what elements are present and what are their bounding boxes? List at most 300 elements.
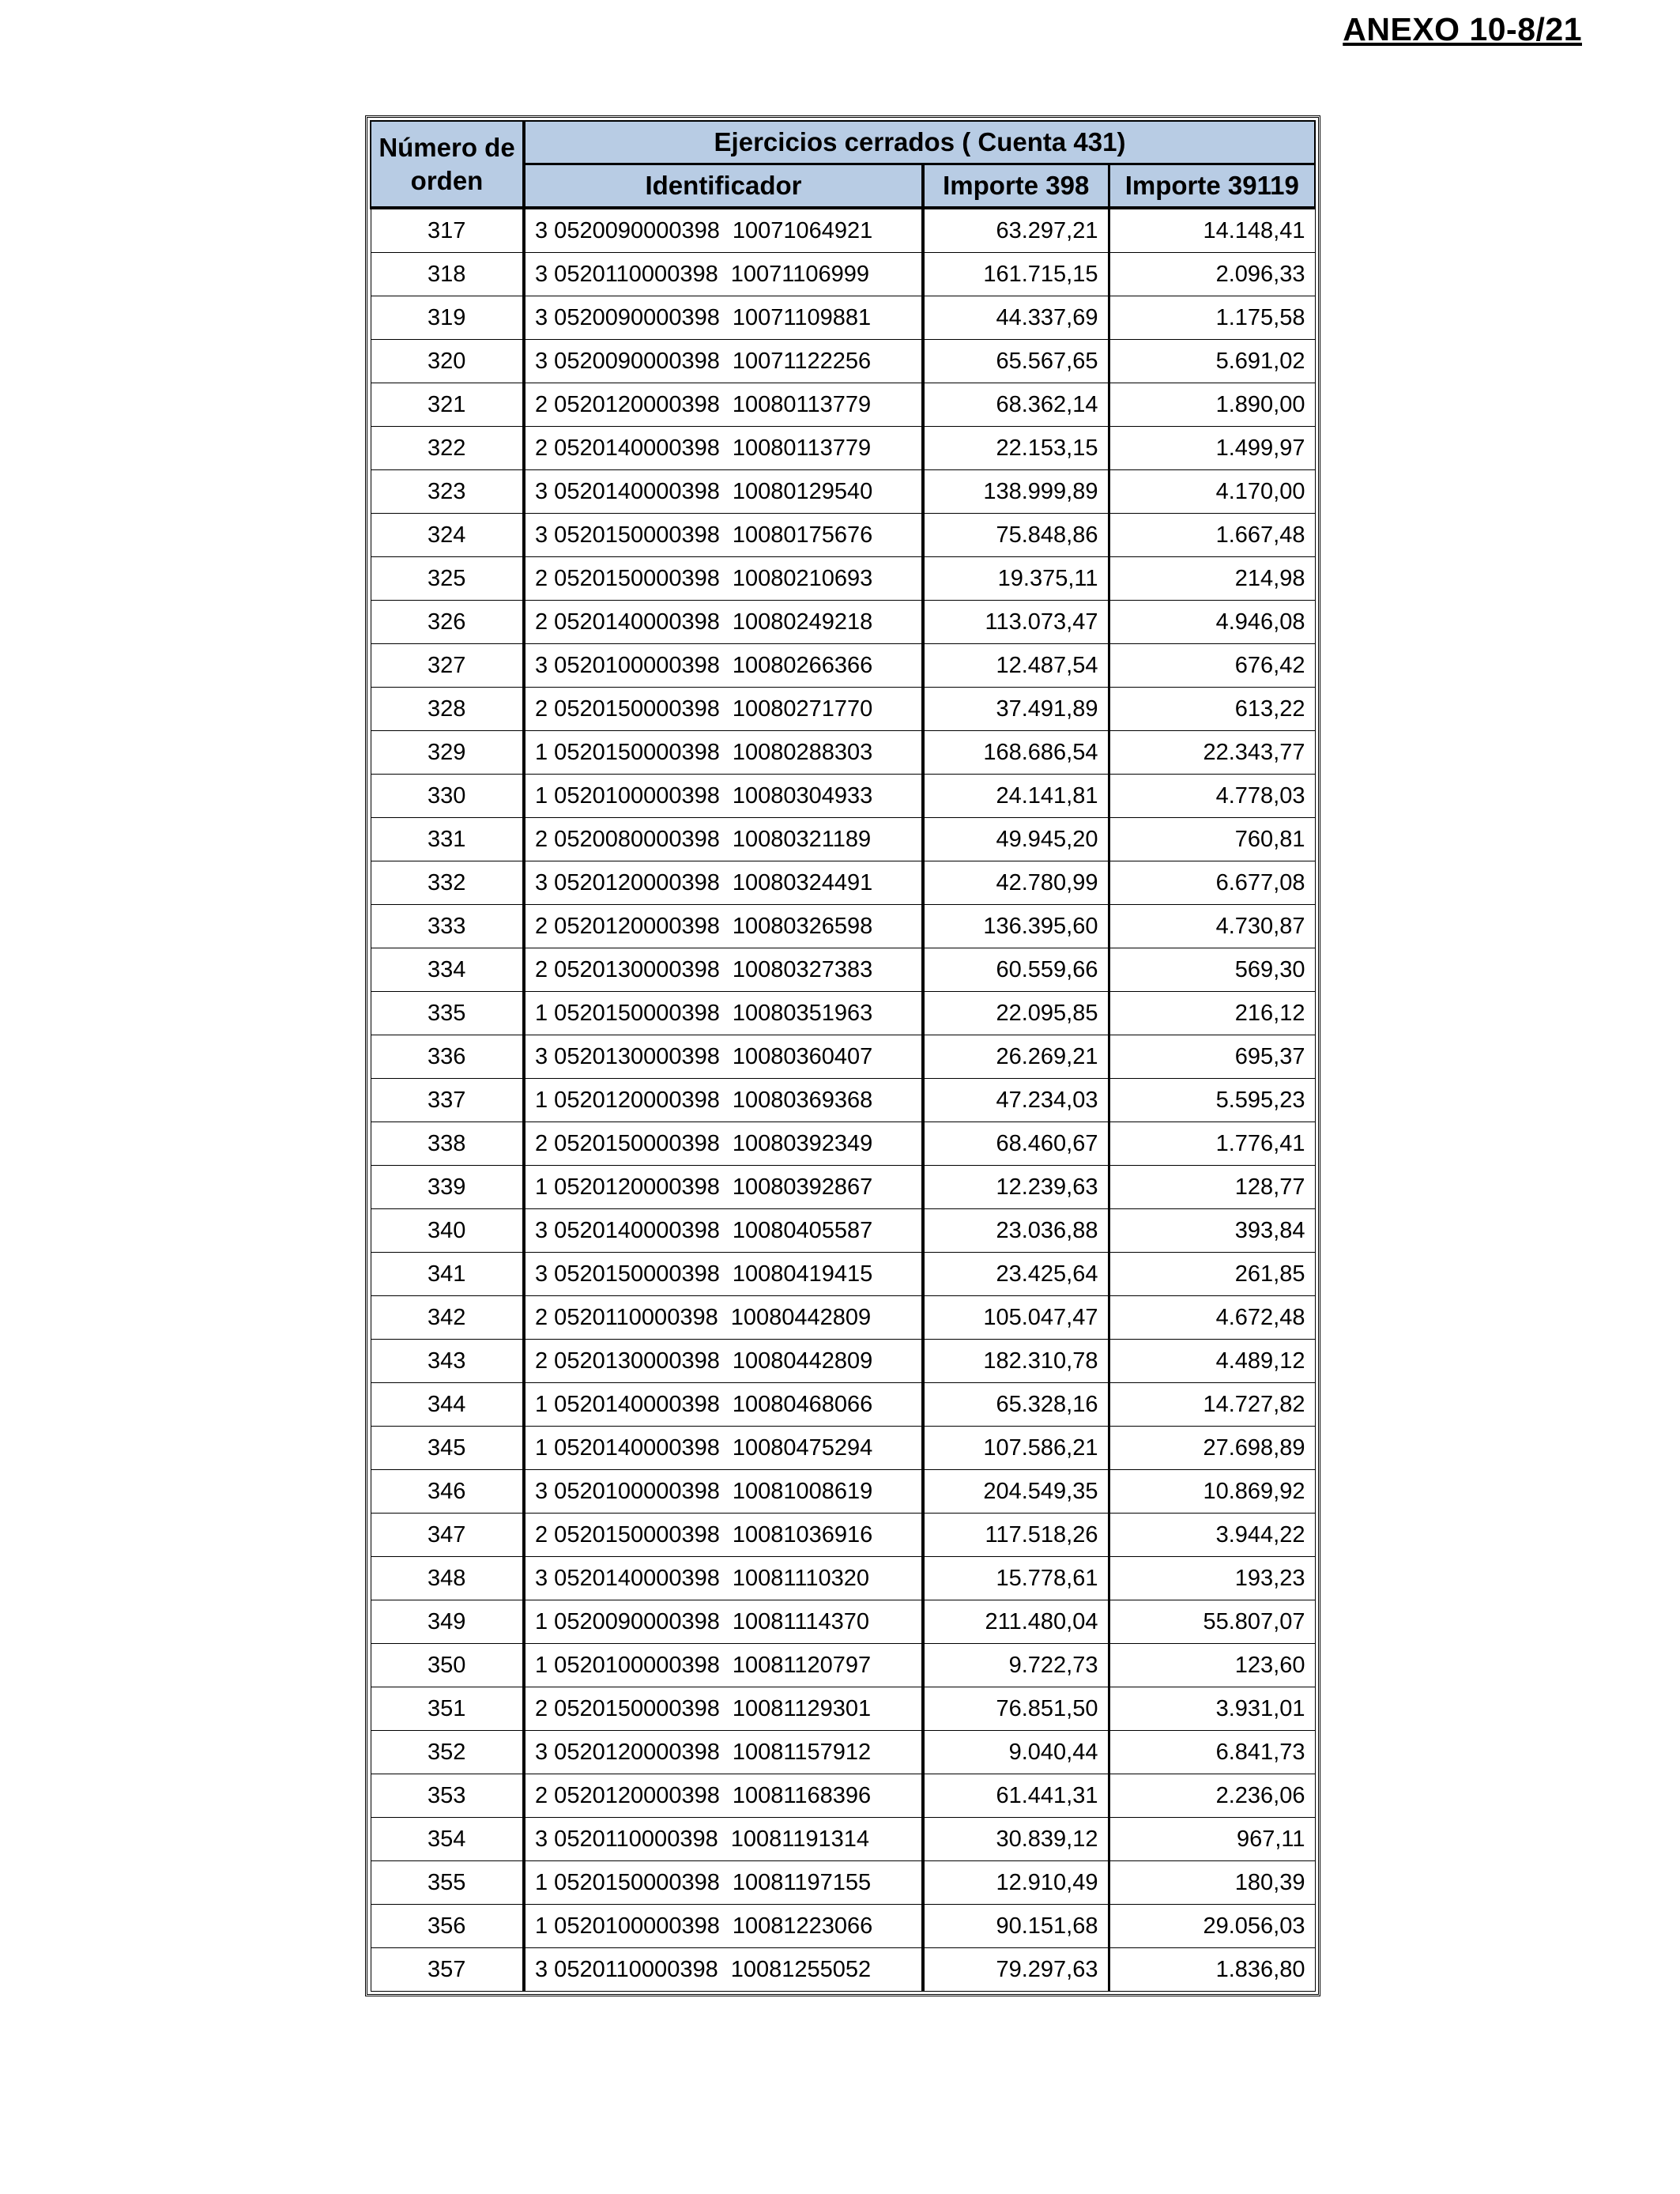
- orden-value: 337: [428, 1087, 466, 1113]
- importe-39119-value: 14.727,82: [1203, 1391, 1305, 1417]
- identificador-part-1: 2 0520110000398: [535, 1304, 718, 1330]
- identificador-part-2: 10081036916: [732, 1521, 873, 1547]
- identificador-part-1: 3 0520110000398: [535, 1826, 718, 1852]
- table-header: [371, 121, 1315, 208]
- importe-398-value: 49.945,20: [996, 826, 1098, 852]
- identificador-part-1: 3 0520150000398: [535, 522, 720, 548]
- cell-importe-398: [923, 1470, 1109, 1514]
- cell-numero-orden: [371, 992, 524, 1035]
- identificador-part-1: 3 0520140000398: [535, 1565, 720, 1591]
- importe-39119-value: 760,81: [1234, 826, 1305, 852]
- cell-numero-orden: [371, 1774, 524, 1818]
- accounts-table: [370, 120, 1316, 1992]
- cell-importe-39119: [1109, 1209, 1315, 1253]
- cell-identificador: [524, 1166, 923, 1209]
- cell-numero-orden: [371, 1905, 524, 1948]
- cell-importe-39119: [1109, 208, 1315, 253]
- table-row: [371, 253, 1315, 296]
- cell-identificador: [524, 427, 923, 470]
- orden-value: 326: [428, 609, 466, 635]
- orden-value: 336: [428, 1043, 466, 1069]
- cell-identificador: [524, 557, 923, 601]
- importe-39119-value: 29.056,03: [1203, 1913, 1305, 1939]
- identificador-part-2: 10080129540: [732, 478, 873, 504]
- importe-398-value: 204.549,35: [983, 1478, 1098, 1504]
- cell-importe-39119: [1109, 1383, 1315, 1427]
- header-importe-39119: Importe 39119: [1109, 164, 1315, 209]
- importe-39119-value: 1.499,97: [1215, 435, 1305, 461]
- cell-importe-39119: [1109, 470, 1315, 514]
- importe-39119-value: 55.807,07: [1203, 1608, 1305, 1634]
- orden-value: 341: [428, 1261, 466, 1287]
- identificador-part-2: 10081168396: [732, 1782, 872, 1808]
- importe-398-value: 23.425,64: [996, 1261, 1098, 1287]
- importe-39119-value: 1.776,41: [1215, 1130, 1305, 1156]
- table-row: [371, 905, 1315, 948]
- cell-importe-398: [923, 1209, 1109, 1253]
- cell-identificador: [524, 1079, 923, 1122]
- identificador-part-2: 10080468066: [732, 1391, 873, 1417]
- importe-398-value: 61.441,31: [996, 1782, 1098, 1808]
- identificador-part-1: 3 0520150000398: [535, 1261, 720, 1287]
- importe-398-value: 60.559,66: [996, 956, 1098, 982]
- cell-numero-orden: [371, 1079, 524, 1122]
- cell-numero-orden: [371, 1731, 524, 1774]
- cell-identificador: [524, 1774, 923, 1818]
- importe-39119-value: 4.778,03: [1215, 782, 1305, 809]
- cell-importe-39119: [1109, 1600, 1315, 1644]
- cell-importe-398: [923, 1861, 1109, 1905]
- importe-39119-value: 393,84: [1234, 1217, 1305, 1243]
- identificador-part-1: 1 0520150000398: [535, 1000, 720, 1026]
- cell-numero-orden: [371, 1035, 524, 1079]
- importe-39119-value: 695,37: [1234, 1043, 1305, 1069]
- identificador-part-2: 10081114370: [732, 1608, 869, 1634]
- table-row: [371, 775, 1315, 818]
- importe-39119-value: 216,12: [1234, 1000, 1305, 1026]
- orden-value: 349: [428, 1608, 466, 1634]
- identificador-part-2: 10071064921: [732, 217, 873, 243]
- cell-identificador: [524, 688, 923, 731]
- table-row: [371, 1687, 1315, 1731]
- orden-value: 322: [428, 435, 466, 461]
- identificador-part-2: 10080392349: [732, 1130, 873, 1156]
- importe-398-value: 47.234,03: [996, 1087, 1098, 1113]
- identificador-part-2: 10080324491: [732, 869, 873, 895]
- importe-39119-value: 10.869,92: [1203, 1478, 1305, 1504]
- identificador-part-1: 2 0520130000398: [535, 1348, 720, 1374]
- table-row: [371, 601, 1315, 644]
- cell-importe-398: [923, 1079, 1109, 1122]
- importe-398-value: 182.310,78: [983, 1348, 1098, 1374]
- table-row: [371, 1427, 1315, 1470]
- orden-value: 356: [428, 1913, 466, 1939]
- cell-importe-39119: [1109, 992, 1315, 1035]
- annex-label: ANEXO 10-8/21: [1343, 11, 1582, 47]
- cell-importe-39119: [1109, 1687, 1315, 1731]
- cell-importe-39119: [1109, 731, 1315, 775]
- identificador-part-2: 10080266366: [732, 652, 873, 678]
- identificador-part-1: 1 0520120000398: [535, 1174, 720, 1200]
- identificador-part-1: 3 0520120000398: [535, 1739, 720, 1765]
- table-row: [371, 818, 1315, 861]
- cell-importe-39119: [1109, 1122, 1315, 1166]
- cell-identificador: [524, 818, 923, 861]
- identificador-part-2: 10081008619: [732, 1478, 873, 1504]
- cell-identificador: [524, 253, 923, 296]
- importe-398-value: 24.141,81: [996, 782, 1098, 809]
- importe-39119-value: 676,42: [1234, 652, 1305, 678]
- identificador-part-1: 3 0520100000398: [535, 1478, 720, 1504]
- cell-numero-orden: [371, 1861, 524, 1905]
- importe-39119-value: 22.343,77: [1203, 739, 1305, 765]
- importe-39119-value: 613,22: [1234, 696, 1305, 722]
- identificador-part-1: 3 0520110000398: [535, 261, 718, 287]
- cell-identificador: [524, 208, 923, 253]
- importe-39119-value: 193,23: [1234, 1565, 1305, 1591]
- cell-numero-orden: [371, 427, 524, 470]
- cell-importe-39119: [1109, 818, 1315, 861]
- table-row: [371, 992, 1315, 1035]
- importe-398-value: 90.151,68: [996, 1913, 1098, 1939]
- identificador-part-1: 3 0520140000398: [535, 478, 720, 504]
- cell-numero-orden: [371, 383, 524, 427]
- orden-value: 355: [428, 1869, 466, 1895]
- importe-398-value: 12.239,63: [996, 1174, 1098, 1200]
- cell-importe-39119: [1109, 253, 1315, 296]
- cell-importe-39119: [1109, 601, 1315, 644]
- importe-39119-value: 6.677,08: [1215, 869, 1305, 895]
- orden-value: 321: [428, 391, 466, 417]
- cell-numero-orden: [371, 1644, 524, 1687]
- cell-identificador: [524, 1557, 923, 1600]
- orden-value: 346: [428, 1478, 466, 1504]
- identificador-part-2: 10080369368: [732, 1087, 873, 1113]
- identificador-part-1: 2 0520140000398: [535, 609, 720, 635]
- orden-value: 335: [428, 1000, 466, 1026]
- cell-numero-orden: [371, 514, 524, 557]
- orden-value: 354: [428, 1826, 466, 1852]
- table-row: [371, 1514, 1315, 1557]
- identificador-part-2: 10080321189: [732, 826, 872, 852]
- cell-importe-398: [923, 1557, 1109, 1600]
- identificador-part-1: 3 0520090000398: [535, 348, 720, 374]
- cell-importe-398: [923, 470, 1109, 514]
- importe-39119-value: 180,39: [1234, 1869, 1305, 1895]
- identificador-part-2: 10080288303: [732, 739, 873, 765]
- identificador-part-1: 2 0520150000398: [535, 696, 720, 722]
- orden-value: 333: [428, 913, 466, 939]
- importe-39119-value: 27.698,89: [1203, 1434, 1305, 1461]
- cell-importe-39119: [1109, 1644, 1315, 1687]
- cell-importe-398: [923, 905, 1109, 948]
- cell-importe-398: [923, 1948, 1109, 1992]
- cell-importe-398: [923, 208, 1109, 253]
- cell-identificador: [524, 992, 923, 1035]
- cell-identificador: [524, 1209, 923, 1253]
- identificador-part-2: 10081157912: [732, 1739, 872, 1765]
- table-row: [371, 1122, 1315, 1166]
- importe-39119-value: 1.890,00: [1215, 391, 1305, 417]
- cell-importe-398: [923, 1166, 1109, 1209]
- importe-398-value: 22.153,15: [996, 435, 1098, 461]
- cell-identificador: [524, 1644, 923, 1687]
- cell-importe-398: [923, 1731, 1109, 1774]
- identificador-part-2: 10080475294: [732, 1434, 873, 1461]
- importe-39119-value: 4.672,48: [1215, 1304, 1305, 1330]
- orden-value: 342: [428, 1304, 466, 1330]
- cell-numero-orden: [371, 1296, 524, 1340]
- table-row: [371, 296, 1315, 340]
- cell-numero-orden: [371, 948, 524, 992]
- cell-importe-39119: [1109, 948, 1315, 992]
- identificador-part-2: 10080442809: [730, 1304, 872, 1330]
- orden-value: 345: [428, 1434, 466, 1461]
- cell-importe-398: [923, 514, 1109, 557]
- importe-398-value: 65.567,65: [996, 348, 1098, 374]
- importe-398-value: 68.362,14: [996, 391, 1098, 417]
- orden-value: 344: [428, 1391, 466, 1417]
- importe-398-value: 15.778,61: [996, 1565, 1098, 1591]
- importe-39119-value: 569,30: [1234, 956, 1305, 982]
- cell-importe-39119: [1109, 775, 1315, 818]
- cell-numero-orden: [371, 1818, 524, 1861]
- importe-398-value: 161.715,15: [983, 261, 1098, 287]
- identificador-part-1: 2 0520120000398: [535, 1782, 720, 1808]
- identificador-part-1: 1 0520150000398: [535, 739, 720, 765]
- cell-identificador: [524, 1035, 923, 1079]
- cell-importe-398: [923, 775, 1109, 818]
- importe-398-value: 9.722,73: [1008, 1652, 1098, 1678]
- table-row: [371, 1644, 1315, 1687]
- cell-numero-orden: [371, 688, 524, 731]
- importe-398-value: 44.337,69: [996, 304, 1098, 330]
- orden-value: 350: [428, 1652, 466, 1678]
- cell-identificador: [524, 1514, 923, 1557]
- identificador-part-1: 1 0520140000398: [535, 1434, 720, 1461]
- identificador-part-2: 10081223066: [732, 1913, 873, 1939]
- header-identificador: Identificador: [524, 164, 923, 209]
- table-row: [371, 1296, 1315, 1340]
- orden-value: 317: [428, 217, 466, 243]
- table-row: [371, 557, 1315, 601]
- cell-importe-39119: [1109, 1948, 1315, 1992]
- importe-398-value: 19.375,11: [997, 565, 1098, 591]
- cell-numero-orden: [371, 557, 524, 601]
- table-body: [371, 208, 1315, 1992]
- cell-importe-39119: [1109, 1253, 1315, 1296]
- cell-importe-398: [923, 253, 1109, 296]
- orden-value: 325: [428, 565, 466, 591]
- identificador-part-1: 2 0520150000398: [535, 1695, 720, 1721]
- cell-numero-orden: [371, 296, 524, 340]
- table-row: [371, 948, 1315, 992]
- cell-importe-39119: [1109, 296, 1315, 340]
- identificador-part-2: 10080210693: [732, 565, 873, 591]
- orden-value: 329: [428, 739, 466, 765]
- importe-39119-value: 5.691,02: [1215, 348, 1305, 374]
- table-row: [371, 1731, 1315, 1774]
- cell-importe-39119: [1109, 1035, 1315, 1079]
- orden-value: 340: [428, 1217, 466, 1243]
- cell-numero-orden: [371, 253, 524, 296]
- cell-importe-398: [923, 1035, 1109, 1079]
- cell-importe-39119: [1109, 861, 1315, 905]
- cell-importe-398: [923, 948, 1109, 992]
- cell-identificador: [524, 905, 923, 948]
- cell-numero-orden: [371, 1470, 524, 1514]
- orden-value: 343: [428, 1348, 466, 1374]
- cell-importe-39119: [1109, 688, 1315, 731]
- cell-numero-orden: [371, 1122, 524, 1166]
- cell-importe-39119: [1109, 1079, 1315, 1122]
- importe-398-value: 79.297,63: [996, 1956, 1098, 1982]
- cell-importe-398: [923, 557, 1109, 601]
- identificador-part-2: 10080327383: [732, 956, 873, 982]
- identificador-part-2: 10081191314: [730, 1826, 869, 1852]
- importe-39119-value: 4.730,87: [1215, 913, 1305, 939]
- orden-value: 338: [428, 1130, 466, 1156]
- identificador-part-1: 1 0520100000398: [535, 782, 720, 809]
- cell-importe-398: [923, 1644, 1109, 1687]
- orden-value: 330: [428, 782, 466, 809]
- cell-numero-orden: [371, 1600, 524, 1644]
- importe-398-value: 65.328,16: [996, 1391, 1098, 1417]
- importe-39119-value: 2.096,33: [1215, 261, 1305, 287]
- cell-importe-39119: [1109, 514, 1315, 557]
- importe-398-value: 30.839,12: [996, 1826, 1098, 1852]
- importe-398-value: 107.586,21: [983, 1434, 1098, 1461]
- cell-importe-39119: [1109, 340, 1315, 383]
- table-row: [371, 340, 1315, 383]
- importe-398-value: 168.686,54: [983, 739, 1098, 765]
- cell-numero-orden: [371, 818, 524, 861]
- cell-numero-orden: [371, 208, 524, 253]
- identificador-part-2: 10080304933: [732, 782, 873, 809]
- importe-398-value: 136.395,60: [983, 913, 1098, 939]
- identificador-part-2: 10080271770: [732, 696, 873, 722]
- orden-value: 339: [428, 1174, 466, 1200]
- orden-value: 357: [428, 1956, 466, 1982]
- cell-importe-39119: [1109, 1340, 1315, 1383]
- identificador-part-1: 3 0520090000398: [535, 304, 720, 330]
- identificador-part-2: 10080392867: [732, 1174, 873, 1200]
- cell-numero-orden: [371, 1514, 524, 1557]
- cell-importe-398: [923, 601, 1109, 644]
- cell-importe-398: [923, 383, 1109, 427]
- cell-numero-orden: [371, 861, 524, 905]
- importe-398-value: 26.269,21: [996, 1043, 1098, 1069]
- identificador-part-2: 10071109881: [732, 304, 872, 330]
- cell-importe-39119: [1109, 427, 1315, 470]
- identificador-part-2: 10081255052: [730, 1956, 872, 1982]
- orden-value: 319: [428, 304, 466, 330]
- identificador-part-2: 10081129301: [732, 1695, 872, 1721]
- cell-identificador: [524, 1470, 923, 1514]
- orden-value: 334: [428, 956, 466, 982]
- cell-numero-orden: [371, 340, 524, 383]
- importe-398-value: 42.780,99: [996, 869, 1098, 895]
- table-row: [371, 1079, 1315, 1122]
- importe-39119-value: 967,11: [1236, 1826, 1305, 1852]
- importe-398-value: 75.848,86: [996, 522, 1098, 548]
- importe-39119-value: 128,77: [1234, 1174, 1305, 1200]
- importe-398-value: 68.460,67: [996, 1130, 1098, 1156]
- identificador-part-2: 10081197155: [732, 1869, 872, 1895]
- orden-value: 328: [428, 696, 466, 722]
- cell-identificador: [524, 1122, 923, 1166]
- importe-398-value: 211.480,04: [985, 1608, 1098, 1634]
- cell-importe-398: [923, 1340, 1109, 1383]
- importe-39119-value: 6.841,73: [1215, 1739, 1305, 1765]
- identificador-part-2: 10080360407: [732, 1043, 873, 1069]
- cell-identificador: [524, 470, 923, 514]
- cell-importe-398: [923, 1905, 1109, 1948]
- table-row: [371, 383, 1315, 427]
- table-row: [371, 514, 1315, 557]
- cell-importe-39119: [1109, 1557, 1315, 1600]
- cell-identificador: [524, 1687, 923, 1731]
- orden-value: 320: [428, 348, 466, 374]
- table-row: [371, 1035, 1315, 1079]
- cell-identificador: [524, 514, 923, 557]
- cell-importe-39119: [1109, 1818, 1315, 1861]
- cell-importe-398: [923, 1253, 1109, 1296]
- cell-importe-398: [923, 731, 1109, 775]
- cell-identificador: [524, 1731, 923, 1774]
- cell-identificador: [524, 1340, 923, 1383]
- identificador-part-1: 3 0520090000398: [535, 217, 720, 243]
- orden-value: 331: [428, 826, 466, 852]
- cell-identificador: [524, 861, 923, 905]
- importe-398-value: 12.910,49: [996, 1869, 1098, 1895]
- importe-398-value: 138.999,89: [983, 478, 1098, 504]
- orden-value: 327: [428, 652, 466, 678]
- importe-39119-value: 4.946,08: [1215, 609, 1305, 635]
- cell-identificador: [524, 601, 923, 644]
- importe-398-value: 76.851,50: [996, 1695, 1098, 1721]
- table-row: [371, 731, 1315, 775]
- identificador-part-2: 10071122256: [732, 348, 872, 374]
- table-row: [371, 861, 1315, 905]
- importe-39119-value: 4.170,00: [1215, 478, 1305, 504]
- cell-importe-39119: [1109, 1427, 1315, 1470]
- cell-identificador: [524, 1948, 923, 1992]
- importe-39119-value: 1.175,58: [1215, 304, 1305, 330]
- identificador-part-1: 2 0520080000398: [535, 826, 720, 852]
- cell-identificador: [524, 948, 923, 992]
- importe-39119-value: 123,60: [1234, 1652, 1305, 1678]
- cell-identificador: [524, 1253, 923, 1296]
- cell-importe-398: [923, 1296, 1109, 1340]
- identificador-part-2: 10071106999: [730, 261, 869, 287]
- table-row: [371, 1253, 1315, 1296]
- identificador-part-1: 3 0520100000398: [535, 652, 720, 678]
- importe-39119-value: 1.836,80: [1215, 1956, 1305, 1982]
- table-row: [371, 1905, 1315, 1948]
- cell-identificador: [524, 644, 923, 688]
- header-ejercicios-cerrados: Ejercicios cerrados ( Cuenta 431): [524, 121, 1315, 164]
- table-row: [371, 1774, 1315, 1818]
- cell-identificador: [524, 1427, 923, 1470]
- cell-numero-orden: [371, 1557, 524, 1600]
- orden-value: 332: [428, 869, 466, 895]
- header-importe-398: Importe 398: [923, 164, 1109, 209]
- identificador-part-1: 2 0520120000398: [535, 391, 720, 417]
- table-row: [371, 427, 1315, 470]
- cell-numero-orden: [371, 775, 524, 818]
- cell-importe-398: [923, 992, 1109, 1035]
